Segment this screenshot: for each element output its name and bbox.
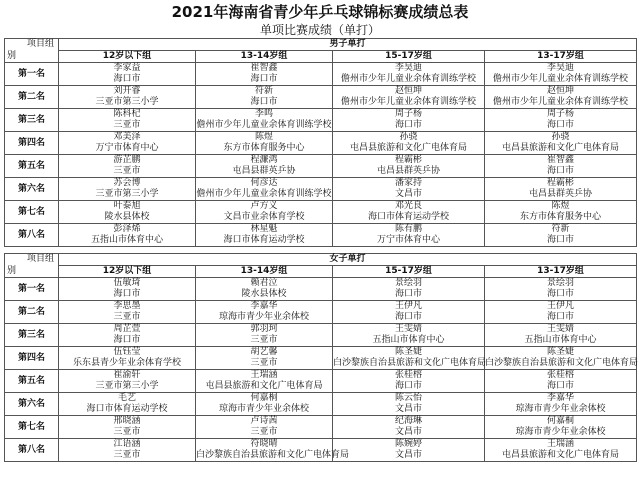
player-unit: 万宁市体育中心: [95, 143, 159, 153]
player-name: 周芷萱: [113, 324, 141, 334]
column-header: 13-14岁组: [196, 51, 333, 63]
player-unit: 海口市: [547, 381, 575, 391]
column-header: 12岁以下组: [59, 266, 196, 278]
player-name: 苏会博: [113, 178, 141, 188]
header-corner-cell: [5, 254, 59, 278]
player-name: 卢诗茜: [250, 416, 278, 426]
column-header: 13-17岁组: [485, 51, 637, 63]
player-unit: 三亚市: [113, 312, 141, 322]
player-unit: 儋州市少年儿童业余体育训练学校: [196, 120, 332, 130]
result-cell: [196, 301, 333, 324]
result-cell: [333, 155, 485, 178]
result-cell: [59, 109, 196, 132]
result-cell: [333, 278, 485, 301]
result-cell: [196, 439, 350, 462]
result-cell: [485, 178, 637, 201]
table-row: [5, 132, 637, 155]
result-cell: [196, 109, 333, 132]
player-name: 陈圣婕: [547, 347, 575, 357]
rank-label: 第七名: [5, 201, 59, 224]
table-row: [5, 109, 637, 132]
player-name: 孙骁: [551, 132, 570, 142]
player-unit: 三亚市: [250, 335, 278, 345]
player-name: 邢晓涵: [113, 416, 141, 426]
player-name: 周子杨: [547, 109, 575, 119]
player-name: 程濂鸿: [250, 155, 278, 165]
event-title: 男子单打: [59, 39, 637, 51]
player-unit: 三亚市: [113, 427, 141, 437]
player-unit: 文昌市: [394, 427, 422, 437]
player-unit: 海口市: [547, 235, 575, 245]
result-cell: [59, 278, 196, 301]
result-cell: [59, 224, 196, 247]
player-unit: 屯昌县旅游和文化广电体育局: [349, 143, 467, 153]
table-row: [5, 63, 637, 86]
player-name: 何嘉桐: [250, 393, 278, 403]
rank-label: 第六名: [5, 393, 59, 416]
player-name: 伍钰莹: [113, 347, 141, 357]
player-name: 赖君泣: [250, 278, 278, 288]
player-name: 何嘉桐: [547, 416, 575, 426]
player-unit: 琼海市青少年业余体校: [218, 312, 309, 322]
result-cell: [196, 324, 333, 347]
result-cell: [59, 439, 196, 462]
rank-label: 第三名: [5, 324, 59, 347]
player-name: 王伊凡: [394, 301, 422, 311]
player-name: 景绘羽: [394, 278, 422, 288]
player-unit: 三亚市第三小学: [95, 97, 159, 107]
table-row: [5, 224, 637, 247]
results-table-womens-singles: [4, 253, 637, 462]
player-name: 张桂榕: [547, 370, 575, 380]
result-cell: [485, 224, 637, 247]
result-cell: [485, 201, 637, 224]
result-cell: [485, 439, 637, 462]
player-unit: 海口市: [394, 312, 422, 322]
player-unit: 琼海市青少年业余体校: [218, 404, 309, 414]
rank-label: 第八名: [5, 439, 59, 462]
player-unit: 白沙黎族自治县旅游和文化广电体育局: [485, 358, 639, 368]
table-row: [5, 439, 637, 462]
player-unit: 文昌市: [394, 450, 422, 460]
results-tables: [0, 38, 640, 462]
player-name: 陈煜: [254, 132, 273, 142]
result-cell: [59, 63, 196, 86]
table-row: [5, 86, 637, 109]
table-row: [5, 155, 637, 178]
player-unit: 海口市: [547, 166, 575, 176]
player-unit: 东方市体育服务中心: [223, 143, 305, 153]
player-name: 王瑞涵: [250, 370, 278, 380]
result-cell: [196, 155, 333, 178]
player-name: 纪海琳: [394, 416, 422, 426]
rank-label: 第七名: [5, 416, 59, 439]
player-unit: 儋州市少年儿童业余体育训练学校: [340, 97, 476, 107]
player-name: 程霸彬: [547, 178, 575, 188]
table-row: [5, 178, 637, 201]
player-unit: 万宁市体育中心: [376, 235, 440, 245]
column-header: 13-14岁组: [196, 266, 333, 278]
player-name: 邓光良: [394, 201, 422, 211]
player-unit: 五指山市体育中心: [90, 235, 163, 245]
table-row: [5, 416, 637, 439]
document-title: 2021年海南省青少年乒乓球锦标赛成绩总表: [171, 3, 469, 21]
player-name: 江语涵: [113, 439, 141, 449]
result-cell: [485, 301, 637, 324]
player-name: 李昊迪: [547, 63, 575, 73]
player-name: 何彦达: [250, 178, 278, 188]
player-name: 邓美泽: [113, 132, 141, 142]
player-unit: 三亚市第三小学: [95, 189, 159, 199]
player-unit: 五指山市体育中心: [372, 335, 445, 345]
player-name: 张桂榕: [394, 370, 422, 380]
player-unit: 文昌市: [394, 404, 422, 414]
player-name: 赵恒坤: [547, 86, 575, 96]
player-name: 叶泰旭: [113, 201, 141, 211]
player-name: 陈有鹏: [394, 224, 422, 234]
player-name: 陈婉婷: [394, 439, 422, 449]
document-subtitle: 单项比赛成绩（单打）: [259, 23, 380, 37]
result-cell: [59, 416, 196, 439]
player-name: 陈圣婕: [394, 347, 422, 357]
player-name: 李昊迪: [394, 63, 422, 73]
player-name: 王伊凡: [547, 301, 575, 311]
player-unit: 海口市: [113, 289, 141, 299]
player-name: 赵恒坤: [394, 86, 422, 96]
header-corner-cell: [5, 39, 59, 63]
player-unit: 海口市: [547, 120, 575, 130]
result-cell: [59, 393, 196, 416]
player-unit: 儋州市少年儿童业余体育训练学校: [196, 189, 332, 199]
rank-label: 第三名: [5, 109, 59, 132]
player-unit: 琼海市青少年业余体校: [515, 404, 606, 414]
result-cell: [59, 201, 196, 224]
result-cell: [333, 201, 485, 224]
player-unit: 海口市: [394, 120, 422, 130]
player-name: 李嘉华: [250, 301, 278, 311]
corner-group-label: 项目组: [26, 254, 54, 264]
result-cell: [196, 224, 333, 247]
result-cell: [333, 370, 485, 393]
result-cell: [333, 301, 485, 324]
player-unit: 五指山市体育中心: [524, 335, 597, 345]
rank-label: 第一名: [5, 63, 59, 86]
rank-label: 第二名: [5, 86, 59, 109]
player-name: 王瑞涵: [547, 439, 575, 449]
rank-label: 第二名: [5, 301, 59, 324]
result-cell: [59, 178, 196, 201]
player-unit: 海口市: [547, 312, 575, 322]
player-name: 李家益: [113, 63, 141, 73]
player-name: 王雯婧: [394, 324, 422, 334]
column-header: 13-17岁组: [485, 266, 637, 278]
result-cell: [333, 109, 485, 132]
player-unit: 东方市体育服务中心: [520, 212, 602, 222]
player-unit: 屯昌县群英乒协: [529, 189, 593, 199]
result-cell: [333, 178, 485, 201]
player-unit: 屯昌县旅游和文化广电体育局: [502, 143, 620, 153]
result-cell: [333, 439, 485, 462]
result-cell: [59, 132, 196, 155]
player-name: 李思墨: [113, 301, 141, 311]
player-name: 伍敏琦: [113, 278, 141, 288]
player-unit: 屯昌县旅游和文化广电体育局: [502, 450, 620, 460]
player-name: 符新: [254, 86, 273, 96]
result-cell: [196, 63, 333, 86]
result-cell: [333, 393, 485, 416]
player-name: 王雯婧: [547, 324, 575, 334]
result-cell: [333, 86, 485, 109]
result-cell: [333, 347, 485, 370]
result-cell: [485, 370, 637, 393]
player-unit: 屯昌县群英乒协: [376, 166, 440, 176]
player-unit: 海口市: [394, 289, 422, 299]
rank-label: 第六名: [5, 178, 59, 201]
player-unit: 文昌市业余体育学校: [223, 212, 305, 222]
result-cell: [196, 201, 333, 224]
player-name: 符晓晴: [250, 439, 278, 449]
result-cell: [59, 347, 196, 370]
result-cell: [333, 224, 485, 247]
player-unit: 海口市: [547, 289, 575, 299]
rank-label: 第一名: [5, 278, 59, 301]
result-cell: [196, 347, 333, 370]
results-table-mens-singles: [4, 38, 637, 247]
result-cell: [485, 393, 637, 416]
rank-label: 第四名: [5, 347, 59, 370]
corner-rank-label: 别: [7, 51, 17, 61]
player-name: 李鸣: [254, 109, 273, 119]
player-unit: 文昌市: [394, 189, 422, 199]
player-name: 彭泽烯: [113, 224, 141, 234]
player-name: 符新: [551, 224, 570, 234]
player-unit: 海口市: [113, 335, 141, 345]
player-unit: 三亚市: [250, 427, 278, 437]
player-unit: 海口市体育运动学校: [367, 212, 449, 222]
player-name: 孙骁: [399, 132, 418, 142]
player-name: 毛艺: [117, 393, 136, 403]
corner-group-label: 项目组: [26, 39, 54, 49]
player-unit: 三亚市: [250, 358, 278, 368]
player-name: 林星魁: [250, 224, 278, 234]
rank-label: 第四名: [5, 132, 59, 155]
result-cell: [196, 416, 333, 439]
column-header: 15-17岁组: [333, 266, 485, 278]
result-cell: [196, 132, 333, 155]
player-unit: 陵水县体校: [241, 289, 287, 299]
result-cell: [196, 278, 333, 301]
player-unit: 海口市: [250, 74, 278, 84]
result-cell: [333, 324, 485, 347]
result-cell: [333, 132, 485, 155]
player-name: 崔智鑫: [250, 63, 278, 73]
player-unit: 屯昌县旅游和文化广电体育局: [205, 381, 323, 391]
player-unit: 琼海市青少年业余体校: [515, 427, 606, 437]
player-unit: 海口市体育运动学校: [223, 235, 305, 245]
player-name: 郭羽珂: [250, 324, 278, 334]
table-row: [5, 201, 637, 224]
player-name: 崔智鑫: [547, 155, 575, 165]
result-cell: [196, 178, 333, 201]
table-row: [5, 278, 637, 301]
player-unit: 儋州市少年儿童业余体育训练学校: [493, 97, 629, 107]
result-cell: [59, 86, 196, 109]
player-unit: 儋州市少年儿童业余体育训练学校: [340, 74, 476, 84]
player-unit: 海口市体育运动学校: [86, 404, 168, 414]
player-unit: 三亚市: [113, 120, 141, 130]
table-row: [5, 324, 637, 347]
event-title: 女子单打: [59, 254, 637, 266]
table-row: [5, 347, 637, 370]
result-cell: [196, 370, 333, 393]
result-cell: [485, 416, 637, 439]
result-cell: [59, 324, 196, 347]
player-unit: 海口市: [113, 74, 141, 84]
result-cell: [196, 86, 333, 109]
player-unit: 儋州市少年儿童业余体育训练学校: [493, 74, 629, 84]
result-cell: [333, 416, 485, 439]
player-unit: 乐东县青少年业余体育学校: [72, 358, 181, 368]
player-unit: 三亚市: [113, 166, 141, 176]
player-name: 景绘羽: [547, 278, 575, 288]
result-cell: [485, 278, 637, 301]
table-row: [5, 370, 637, 393]
corner-rank-label: 别: [7, 266, 17, 276]
table-row: [5, 393, 637, 416]
player-unit: 白沙黎族自治县旅游和文化广电体育局: [196, 450, 350, 460]
result-cell: [196, 393, 333, 416]
player-unit: 三亚市: [113, 450, 141, 460]
table-row: [5, 301, 637, 324]
result-cell: [485, 132, 637, 155]
player-name: 陈科杞: [113, 109, 141, 119]
result-cell: [59, 155, 196, 178]
column-header: 15-17岁组: [333, 51, 485, 63]
player-name: 程霸彬: [394, 155, 422, 165]
player-unit: 陵水县体校: [104, 212, 150, 222]
player-name: 李嘉华: [547, 393, 575, 403]
result-cell: [485, 324, 637, 347]
player-name: 潘家持: [394, 178, 422, 188]
player-name: 游芷鹏: [113, 155, 141, 165]
player-unit: 海口市: [250, 97, 278, 107]
player-unit: 屯昌县群英乒协: [232, 166, 296, 176]
player-name: 胡艺馨: [250, 347, 278, 357]
result-cell: [485, 155, 637, 178]
column-header: 12岁以下组: [59, 51, 196, 63]
result-cell: [485, 63, 637, 86]
result-cell: [485, 109, 637, 132]
result-cell: [59, 301, 196, 324]
player-unit: 海口市: [394, 381, 422, 391]
player-name: 崔渝轩: [113, 370, 141, 380]
rank-label: 第五名: [5, 155, 59, 178]
player-name: 周子杨: [394, 109, 422, 119]
player-name: 卢方义: [250, 201, 278, 211]
result-cell: [485, 347, 637, 370]
result-cell: [59, 370, 196, 393]
rank-label: 第八名: [5, 224, 59, 247]
player-name: 陈云怡: [394, 393, 422, 403]
player-unit: 白沙黎族自治县旅游和文化广电体育局: [333, 358, 487, 368]
rank-label: 第五名: [5, 370, 59, 393]
player-name: 陈煜: [551, 201, 570, 211]
player-name: 刘开睿: [113, 86, 141, 96]
result-cell: [485, 86, 637, 109]
result-cell: [333, 63, 485, 86]
player-unit: 三亚市第三小学: [95, 381, 159, 391]
